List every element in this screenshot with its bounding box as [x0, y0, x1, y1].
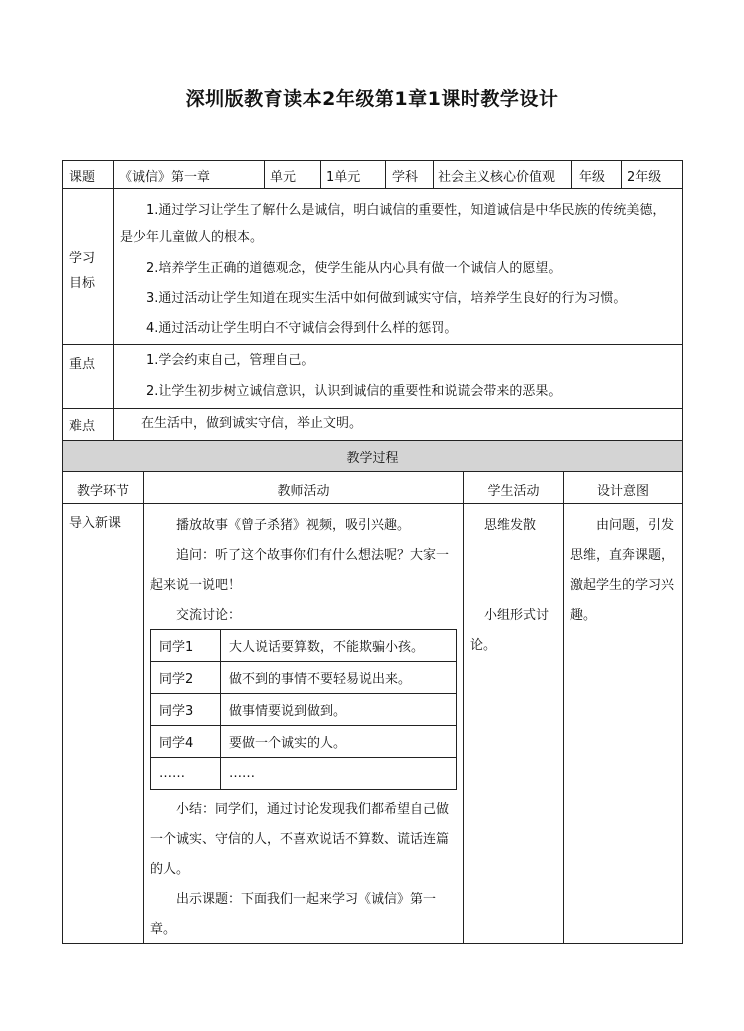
table-row: [151, 758, 457, 790]
keypoints-label: 重点: [69, 357, 96, 372]
discussion-said: ……: [221, 758, 457, 790]
table-border: [143, 471, 144, 944]
discussion-said: 大人说话要算数，不能欺骗小孩。: [221, 630, 457, 662]
table-border: [621, 160, 622, 188]
teacher-activity-p5: 出示课题：下面我们一起来学习《诚信》第一章。: [150, 892, 437, 937]
objective-item: 1.通过学习让学生了解什么是诚信，明白诚信的重要性，知道诚信是中华民族的传统美德，是少年儿童做人的根本。: [120, 203, 666, 245]
keypoint-item: 1.学会约束自己，管理自己。: [146, 353, 315, 368]
table-border: [571, 160, 572, 188]
table-border: [62, 440, 683, 441]
table-border: [463, 471, 464, 944]
table-row: [151, 662, 457, 694]
student-activity-1: 思维发散: [484, 518, 537, 533]
student-activity-2: 小组形式讨论。: [470, 608, 550, 653]
discussion-said: 要做一个诚实的人。: [221, 726, 457, 758]
difficulty-text: 在生活中，做到诚实守信，举止文明。: [141, 416, 363, 431]
objective-item: 4.通过活动让学生明白不守诚信会得到什么样的惩罚。: [146, 321, 458, 336]
xueke-label: 学科: [392, 170, 419, 185]
objectives-label-line1: 学习: [69, 251, 96, 266]
col-header-design: 设计意图: [596, 484, 649, 499]
teacher-activity-p3: 交流讨论：: [176, 608, 242, 623]
table-border: [62, 160, 683, 161]
keypoint-item: 2.让学生初步树立诚信意识，认识到诚信的重要性和说谎会带来的恶果。: [146, 384, 562, 399]
table-row: [151, 694, 457, 726]
stage-name: 导入新课: [69, 516, 122, 531]
difficulty-label: 难点: [69, 419, 96, 434]
table-border: [320, 160, 321, 188]
nianji-label: 年级: [579, 170, 606, 185]
col-header-stage: 教学环节: [76, 484, 129, 499]
col-header-student: 学生活动: [487, 484, 540, 499]
discussion-said: 做事情要说到做到。: [221, 694, 457, 726]
process-section-title: 教学过程: [346, 451, 399, 466]
table-border: [62, 344, 683, 345]
discussion-table: [150, 629, 457, 790]
discussion-who: 同学1: [151, 630, 221, 662]
keti-label: 课题: [69, 170, 96, 185]
xueke-value: 社会主义核心价值观: [438, 170, 556, 185]
table-border: [264, 160, 265, 188]
danyuan-value: 1单元: [326, 170, 361, 185]
discussion-who: 同学2: [151, 662, 221, 694]
table-border: [385, 160, 386, 188]
table-row: [151, 630, 457, 662]
table-row: [151, 726, 457, 758]
discussion-said: 做不到的事情不要轻易说出来。: [221, 662, 457, 694]
nianji-value: 2年级: [627, 170, 662, 185]
table-border: [433, 160, 434, 188]
discussion-who: 同学3: [151, 694, 221, 726]
table-border: [62, 188, 683, 189]
table-border: [62, 160, 63, 944]
teacher-activity-p4: 小结：同学们，通过讨论发现我们都希望自己做一个诚实、守信的人，不喜欢说话不算数、谎话连篇的人。: [150, 802, 450, 877]
danyuan-label: 单元: [270, 170, 297, 185]
keti-value: 《诚信》第一章: [119, 170, 211, 185]
table-border: [563, 471, 564, 944]
table-border: [62, 471, 683, 472]
table-border: [682, 160, 683, 944]
col-header-teacher: 教师活动: [277, 484, 330, 499]
objectives-label-line2: 目标: [69, 276, 96, 291]
discussion-who: ……: [151, 758, 221, 790]
objective-item: 2.培养学生正确的道德观念，使学生能从内心具有做一个诚信人的愿望。: [146, 261, 562, 276]
teacher-activity-p2: 追问：听了这个故事你们有什么想法呢？大家一起来说一说吧！: [150, 548, 450, 593]
discussion-who: 同学4: [151, 726, 221, 758]
table-border: [62, 503, 683, 504]
page-title: 深圳版教育读本2年级第1章1课时教学设计: [185, 88, 559, 110]
objective-item: 3.通过活动让学生知道在现实生活中如何做到诚实守信，培养学生良好的行为习惯。: [146, 291, 627, 306]
table-border: [62, 408, 683, 409]
table-border: [113, 160, 114, 441]
teacher-activity-p1: 播放故事《曾子杀猪》视频，吸引兴趣。: [176, 518, 411, 533]
design-intent: 由问题，引发思维，直奔课题，激起学生的学习兴趣。: [570, 518, 675, 623]
